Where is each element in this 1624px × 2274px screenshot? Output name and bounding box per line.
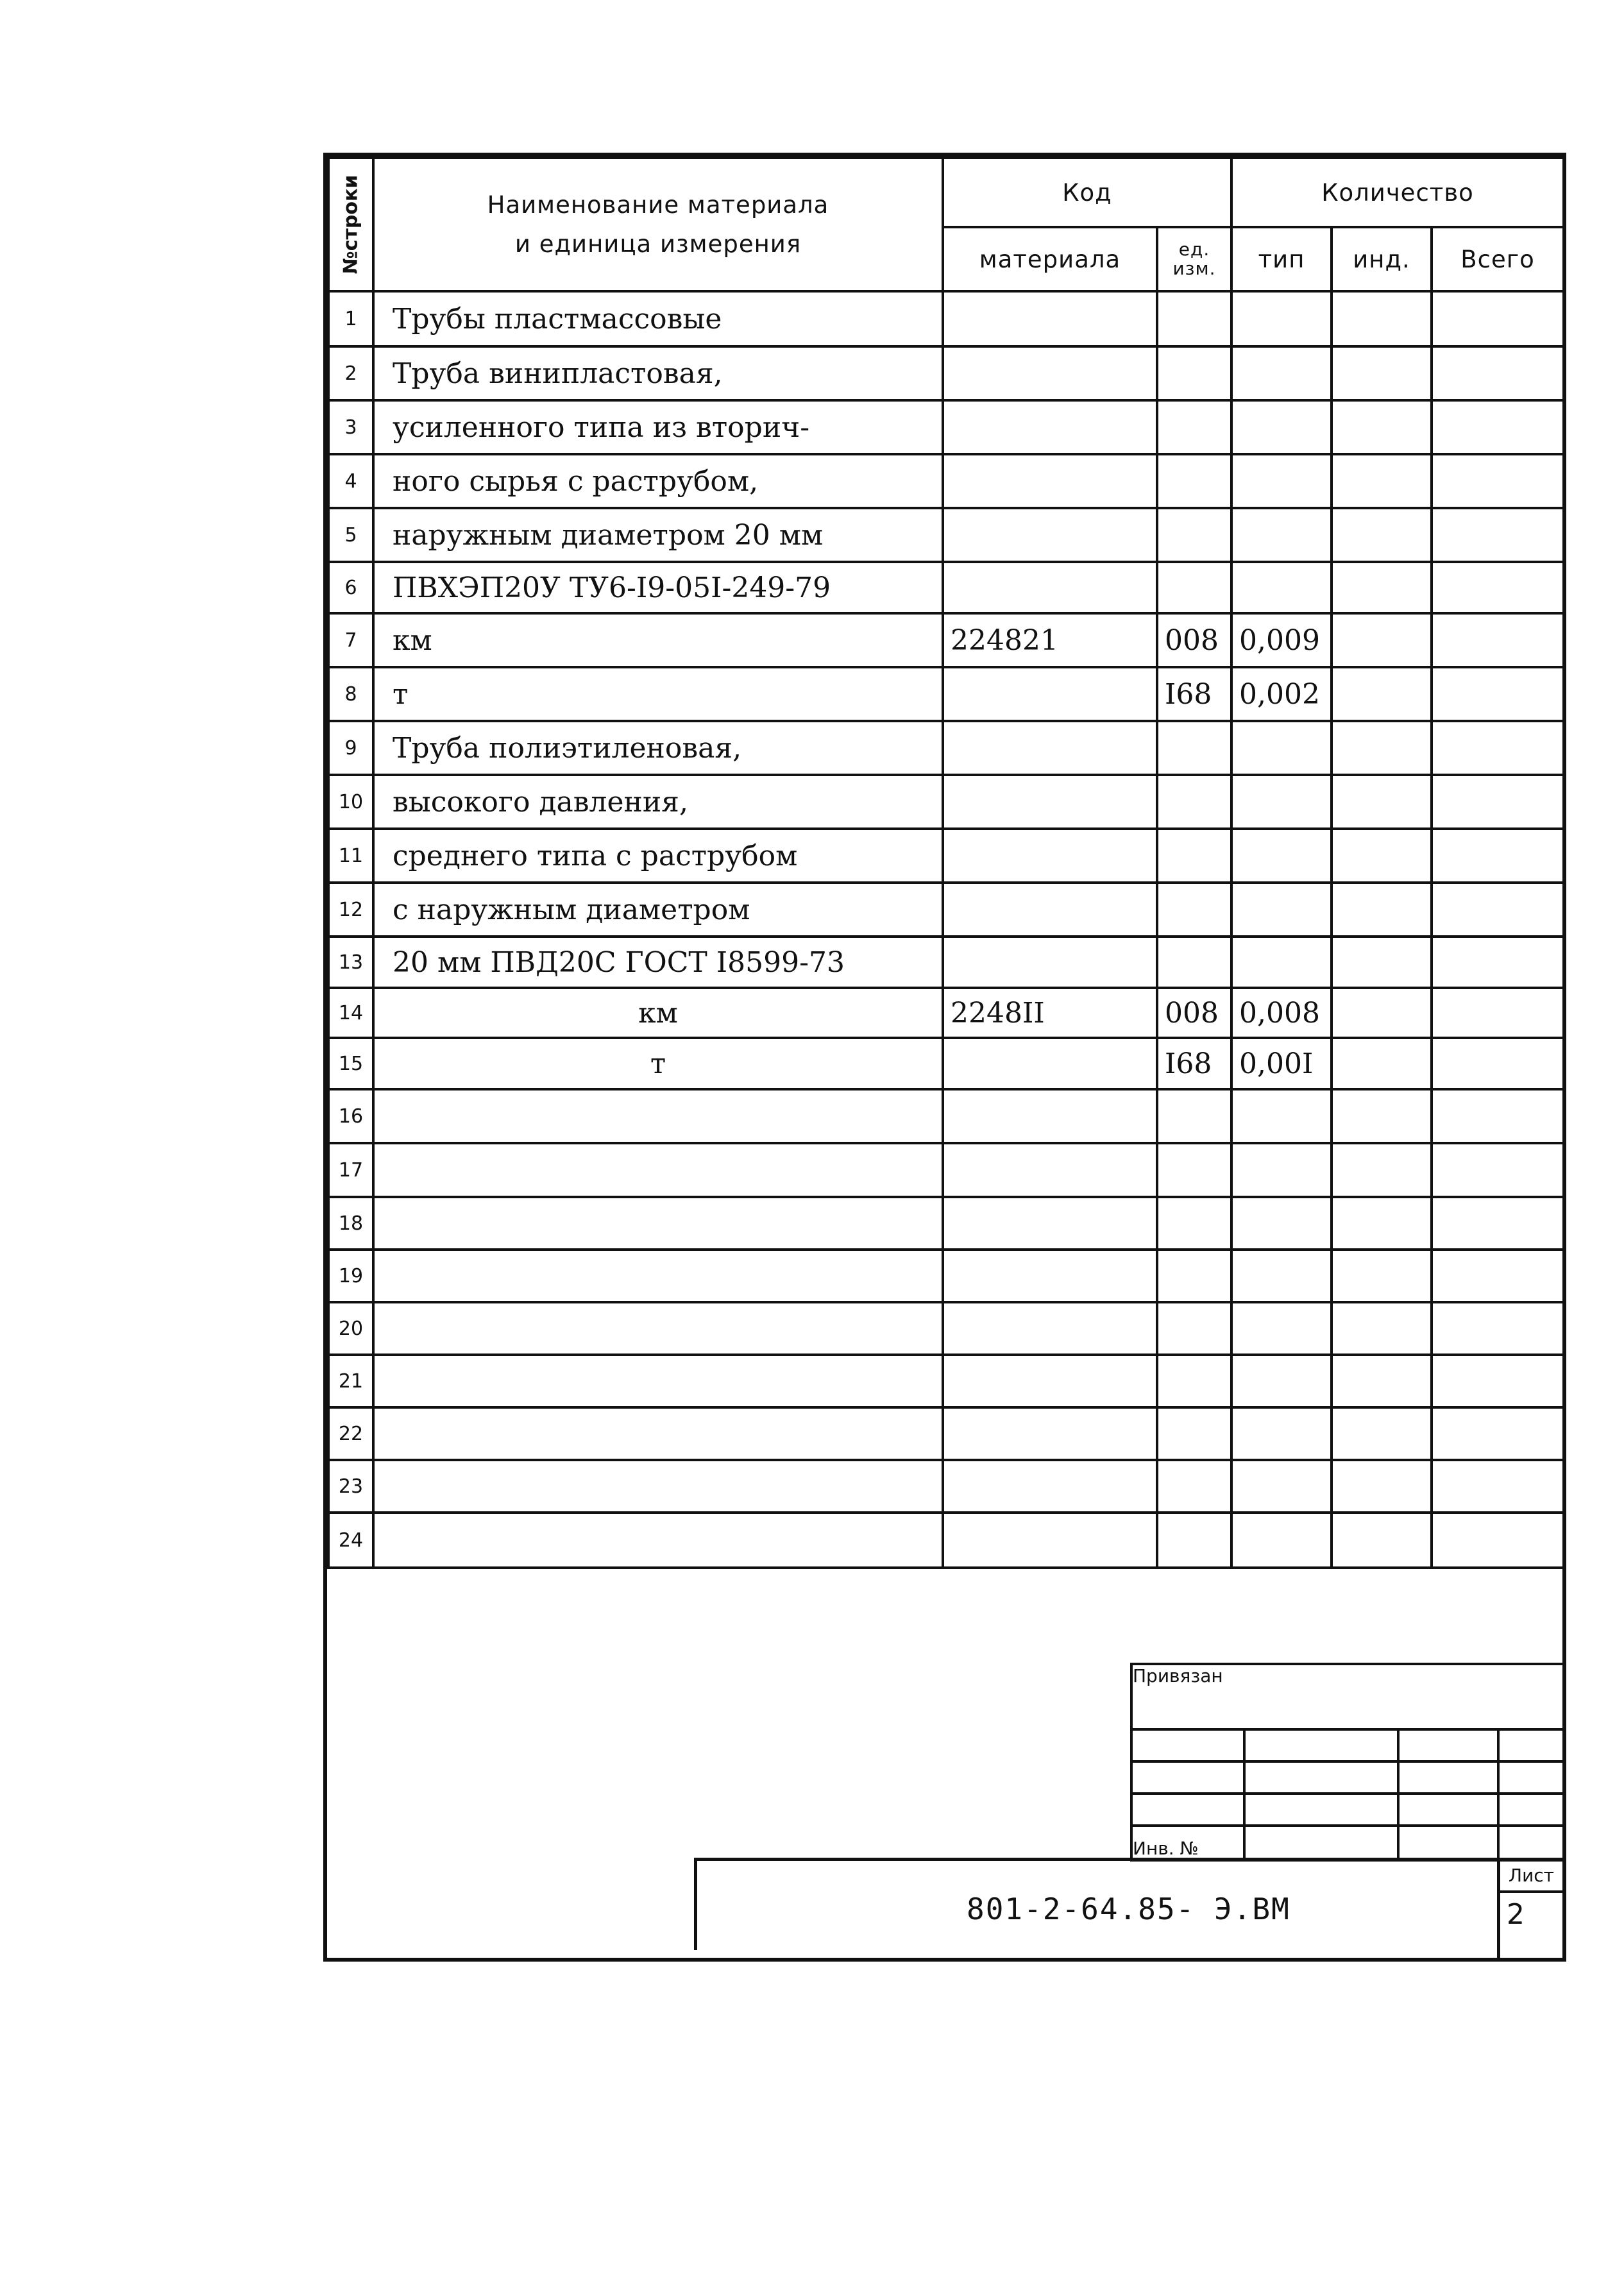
document-code-box bbox=[694, 1858, 1497, 1950]
table-row bbox=[328, 988, 1564, 1038]
quantity-ind bbox=[1332, 667, 1432, 721]
row-number: 24 bbox=[328, 1513, 373, 1568]
material-code bbox=[943, 1460, 1157, 1513]
table-row bbox=[328, 1302, 1564, 1355]
table-row bbox=[328, 562, 1564, 613]
sheet-number: 2 bbox=[1507, 1898, 1525, 1931]
unit-code bbox=[1157, 454, 1231, 508]
material-code: 224821 bbox=[943, 613, 1157, 667]
material-code-header: материала bbox=[943, 227, 1157, 291]
quantity-ind bbox=[1332, 1407, 1432, 1460]
ind-qty-header: инд. bbox=[1332, 227, 1432, 291]
row-number: 16 bbox=[328, 1089, 373, 1143]
unit-code bbox=[1157, 1089, 1231, 1143]
unit-code bbox=[1157, 400, 1231, 454]
material-name bbox=[373, 1197, 943, 1250]
quantity-type: 0,009 bbox=[1231, 613, 1332, 667]
row-number: 12 bbox=[328, 883, 373, 937]
quantity-ind bbox=[1332, 1513, 1432, 1568]
unit-code bbox=[1157, 1250, 1231, 1302]
material-name bbox=[373, 1250, 943, 1302]
table-row bbox=[328, 400, 1564, 454]
material-name: км bbox=[373, 988, 943, 1038]
unit-code bbox=[1157, 775, 1231, 829]
unit-code bbox=[1157, 721, 1231, 775]
material-code bbox=[943, 775, 1157, 829]
quantity-type bbox=[1231, 1302, 1332, 1355]
table-row bbox=[328, 1038, 1564, 1089]
total-qty-header: Всего bbox=[1432, 227, 1564, 291]
material-code bbox=[943, 1513, 1157, 1568]
attachment-stamp bbox=[1130, 1663, 1564, 1862]
unit-code bbox=[1157, 1407, 1231, 1460]
row-number: 8 bbox=[328, 667, 373, 721]
quantity-total bbox=[1432, 1250, 1564, 1302]
quantity-ind bbox=[1332, 775, 1432, 829]
quantity-type bbox=[1231, 400, 1332, 454]
sheet-label: Лист bbox=[1500, 1861, 1562, 1893]
quantity-total bbox=[1432, 1513, 1564, 1568]
row-number: 18 bbox=[328, 1197, 373, 1250]
unit-code: 008 bbox=[1157, 988, 1231, 1038]
quantity-total bbox=[1432, 613, 1564, 667]
quantity-ind bbox=[1332, 346, 1432, 400]
quantity-total bbox=[1432, 1197, 1564, 1250]
material-code bbox=[943, 291, 1157, 346]
unit-code bbox=[1157, 346, 1231, 400]
quantity-total bbox=[1432, 562, 1564, 613]
unit-code bbox=[1157, 1460, 1231, 1513]
quantity-total bbox=[1432, 1355, 1564, 1407]
unit-code bbox=[1157, 883, 1231, 937]
name-header-line2: и единица измерения bbox=[514, 230, 802, 258]
quantity-ind bbox=[1332, 829, 1432, 883]
row-number: 17 bbox=[328, 1143, 373, 1197]
table-row bbox=[328, 1355, 1564, 1407]
quantity-type bbox=[1231, 1513, 1332, 1568]
quantity-ind bbox=[1332, 937, 1432, 988]
row-number: 7 bbox=[328, 613, 373, 667]
table-row bbox=[328, 667, 1564, 721]
table-row bbox=[328, 829, 1564, 883]
material-name bbox=[373, 1355, 943, 1407]
quantity-type bbox=[1231, 829, 1332, 883]
quantity-ind bbox=[1332, 1089, 1432, 1143]
type-qty-header: тип bbox=[1231, 227, 1332, 291]
material-name bbox=[373, 1513, 943, 1568]
unit-code bbox=[1157, 1302, 1231, 1355]
material-name: ПВХЭП20У ТУ6-I9-05I-249-79 bbox=[373, 562, 943, 613]
row-number: 20 bbox=[328, 1302, 373, 1355]
quantity-ind bbox=[1332, 613, 1432, 667]
quantity-ind bbox=[1332, 988, 1432, 1038]
quantity-type bbox=[1231, 883, 1332, 937]
quantity-ind bbox=[1332, 1302, 1432, 1355]
quantity-type bbox=[1231, 775, 1332, 829]
quantity-type bbox=[1231, 1197, 1332, 1250]
quantity-type bbox=[1231, 562, 1332, 613]
quantity-total bbox=[1432, 508, 1564, 562]
quantity-type bbox=[1231, 508, 1332, 562]
quantity-ind bbox=[1332, 1460, 1432, 1513]
quantity-total bbox=[1432, 1038, 1564, 1089]
row-number: 11 bbox=[328, 829, 373, 883]
table-row bbox=[328, 613, 1564, 667]
material-name bbox=[373, 1460, 943, 1513]
material-name: Труба полиэтиленовая, bbox=[373, 721, 943, 775]
quantity-ind bbox=[1332, 508, 1432, 562]
unit-code bbox=[1157, 937, 1231, 988]
material-code bbox=[943, 1250, 1157, 1302]
quantity-total bbox=[1432, 1407, 1564, 1460]
document-code: 801-2-64.85- Э.ВМ bbox=[967, 1892, 1290, 1926]
quantity-type: 0,002 bbox=[1231, 667, 1332, 721]
table-row bbox=[328, 346, 1564, 400]
row-number: 19 bbox=[328, 1250, 373, 1302]
table-row bbox=[328, 721, 1564, 775]
unit-code bbox=[1157, 291, 1231, 346]
unit-code bbox=[1157, 562, 1231, 613]
table-row bbox=[328, 1250, 1564, 1302]
material-code bbox=[943, 829, 1157, 883]
specification-sheet bbox=[323, 153, 1566, 1962]
material-name: т bbox=[373, 667, 943, 721]
material-name: Трубы пластмассовые bbox=[373, 291, 943, 346]
inventory-number-label: Инв. № bbox=[1131, 1826, 1244, 1860]
table-row bbox=[328, 1197, 1564, 1250]
name-header-line1: Наименование материала bbox=[487, 191, 829, 219]
quantity-total bbox=[1432, 291, 1564, 346]
material-code bbox=[943, 1302, 1157, 1355]
unit-code bbox=[1157, 1197, 1231, 1250]
material-name: высокого давления, bbox=[373, 775, 943, 829]
unit-code-header: ед. изм. bbox=[1157, 227, 1231, 291]
material-name bbox=[373, 1407, 943, 1460]
quantity-total bbox=[1432, 937, 1564, 988]
material-name: Труба винипластовая, bbox=[373, 346, 943, 400]
attached-label: Привязан bbox=[1131, 1664, 1564, 1729]
unit-code: I68 bbox=[1157, 1038, 1231, 1089]
code-group-header: Код bbox=[943, 158, 1231, 227]
material-code bbox=[943, 721, 1157, 775]
table-row bbox=[328, 291, 1564, 346]
unit-code bbox=[1157, 508, 1231, 562]
quantity-ind bbox=[1332, 883, 1432, 937]
table-row bbox=[328, 1460, 1564, 1513]
unit-code: I68 bbox=[1157, 667, 1231, 721]
material-code: 2248II bbox=[943, 988, 1157, 1038]
quantity-ind bbox=[1332, 1038, 1432, 1089]
table-row bbox=[328, 1407, 1564, 1460]
material-code bbox=[943, 1089, 1157, 1143]
material-code bbox=[943, 400, 1157, 454]
quantity-type bbox=[1231, 1143, 1332, 1197]
table-row bbox=[328, 883, 1564, 937]
quantity-type bbox=[1231, 937, 1332, 988]
unit-code bbox=[1157, 1513, 1231, 1568]
material-name bbox=[373, 1143, 943, 1197]
table-row bbox=[328, 454, 1564, 508]
table-row bbox=[328, 1089, 1564, 1143]
material-name bbox=[373, 1089, 943, 1143]
material-name: т bbox=[373, 1038, 943, 1089]
quantity-total bbox=[1432, 1460, 1564, 1513]
materials-table bbox=[327, 157, 1565, 1569]
material-code bbox=[943, 1407, 1157, 1460]
quantity-total bbox=[1432, 667, 1564, 721]
quantity-group-header: Количество bbox=[1231, 158, 1564, 227]
quantity-ind bbox=[1332, 562, 1432, 613]
table-row bbox=[328, 1143, 1564, 1197]
row-number: 15 bbox=[328, 1038, 373, 1089]
material-code bbox=[943, 667, 1157, 721]
material-name: наружным диаметром 20 мм bbox=[373, 508, 943, 562]
quantity-total bbox=[1432, 346, 1564, 400]
row-number: 3 bbox=[328, 400, 373, 454]
row-number: 14 bbox=[328, 988, 373, 1038]
material-name: ного сырья с раструбом, bbox=[373, 454, 943, 508]
row-number: 22 bbox=[328, 1407, 373, 1460]
table-row bbox=[328, 508, 1564, 562]
quantity-total bbox=[1432, 1089, 1564, 1143]
quantity-total bbox=[1432, 775, 1564, 829]
table-row bbox=[328, 775, 1564, 829]
row-number: 21 bbox=[328, 1355, 373, 1407]
quantity-ind bbox=[1332, 1355, 1432, 1407]
row-number-header: №строки bbox=[328, 158, 373, 291]
quantity-ind bbox=[1332, 400, 1432, 454]
quantity-total bbox=[1432, 1143, 1564, 1197]
unit-code bbox=[1157, 1355, 1231, 1407]
quantity-type bbox=[1231, 1089, 1332, 1143]
material-code bbox=[943, 508, 1157, 562]
quantity-type bbox=[1231, 346, 1332, 400]
row-number: 2 bbox=[328, 346, 373, 400]
material-name bbox=[373, 1302, 943, 1355]
table-row bbox=[328, 1513, 1564, 1568]
material-name: усиленного типа из вторич- bbox=[373, 400, 943, 454]
quantity-ind bbox=[1332, 1250, 1432, 1302]
material-code bbox=[943, 937, 1157, 988]
row-number: 6 bbox=[328, 562, 373, 613]
name-header bbox=[373, 158, 943, 291]
material-code bbox=[943, 346, 1157, 400]
material-name: с наружным диаметром bbox=[373, 883, 943, 937]
quantity-total bbox=[1432, 883, 1564, 937]
unit-code bbox=[1157, 829, 1231, 883]
quantity-type bbox=[1231, 721, 1332, 775]
material-name: среднего типа с раструбом bbox=[373, 829, 943, 883]
material-code bbox=[943, 1197, 1157, 1250]
material-code bbox=[943, 562, 1157, 613]
table-row bbox=[328, 937, 1564, 988]
header-row-1 bbox=[328, 158, 1564, 227]
unit-code: 008 bbox=[1157, 613, 1231, 667]
quantity-type bbox=[1231, 1460, 1332, 1513]
quantity-total bbox=[1432, 721, 1564, 775]
material-name: 20 мм ПВД20С ГОСТ I8599-73 bbox=[373, 937, 943, 988]
quantity-ind bbox=[1332, 454, 1432, 508]
sheet-number-box bbox=[1497, 1858, 1562, 1958]
row-number: 23 bbox=[328, 1460, 373, 1513]
quantity-total bbox=[1432, 400, 1564, 454]
quantity-type bbox=[1231, 454, 1332, 508]
quantity-total bbox=[1432, 1302, 1564, 1355]
row-number: 4 bbox=[328, 454, 373, 508]
unit-code bbox=[1157, 1143, 1231, 1197]
material-code bbox=[943, 1355, 1157, 1407]
quantity-type bbox=[1231, 1250, 1332, 1302]
quantity-type bbox=[1231, 1355, 1332, 1407]
quantity-ind bbox=[1332, 1143, 1432, 1197]
material-name: км bbox=[373, 613, 943, 667]
material-code bbox=[943, 454, 1157, 508]
row-number: 10 bbox=[328, 775, 373, 829]
quantity-total bbox=[1432, 829, 1564, 883]
row-number: 5 bbox=[328, 508, 373, 562]
material-code bbox=[943, 1038, 1157, 1089]
quantity-ind bbox=[1332, 291, 1432, 346]
row-number: 9 bbox=[328, 721, 373, 775]
quantity-total bbox=[1432, 454, 1564, 508]
material-code bbox=[943, 883, 1157, 937]
row-number: 1 bbox=[328, 291, 373, 346]
material-code bbox=[943, 1143, 1157, 1197]
quantity-type: 0,008 bbox=[1231, 988, 1332, 1038]
quantity-ind bbox=[1332, 1197, 1432, 1250]
row-number: 13 bbox=[328, 937, 373, 988]
quantity-ind bbox=[1332, 721, 1432, 775]
quantity-total bbox=[1432, 988, 1564, 1038]
quantity-type bbox=[1231, 291, 1332, 346]
quantity-type: 0,00I bbox=[1231, 1038, 1332, 1089]
quantity-type bbox=[1231, 1407, 1332, 1460]
